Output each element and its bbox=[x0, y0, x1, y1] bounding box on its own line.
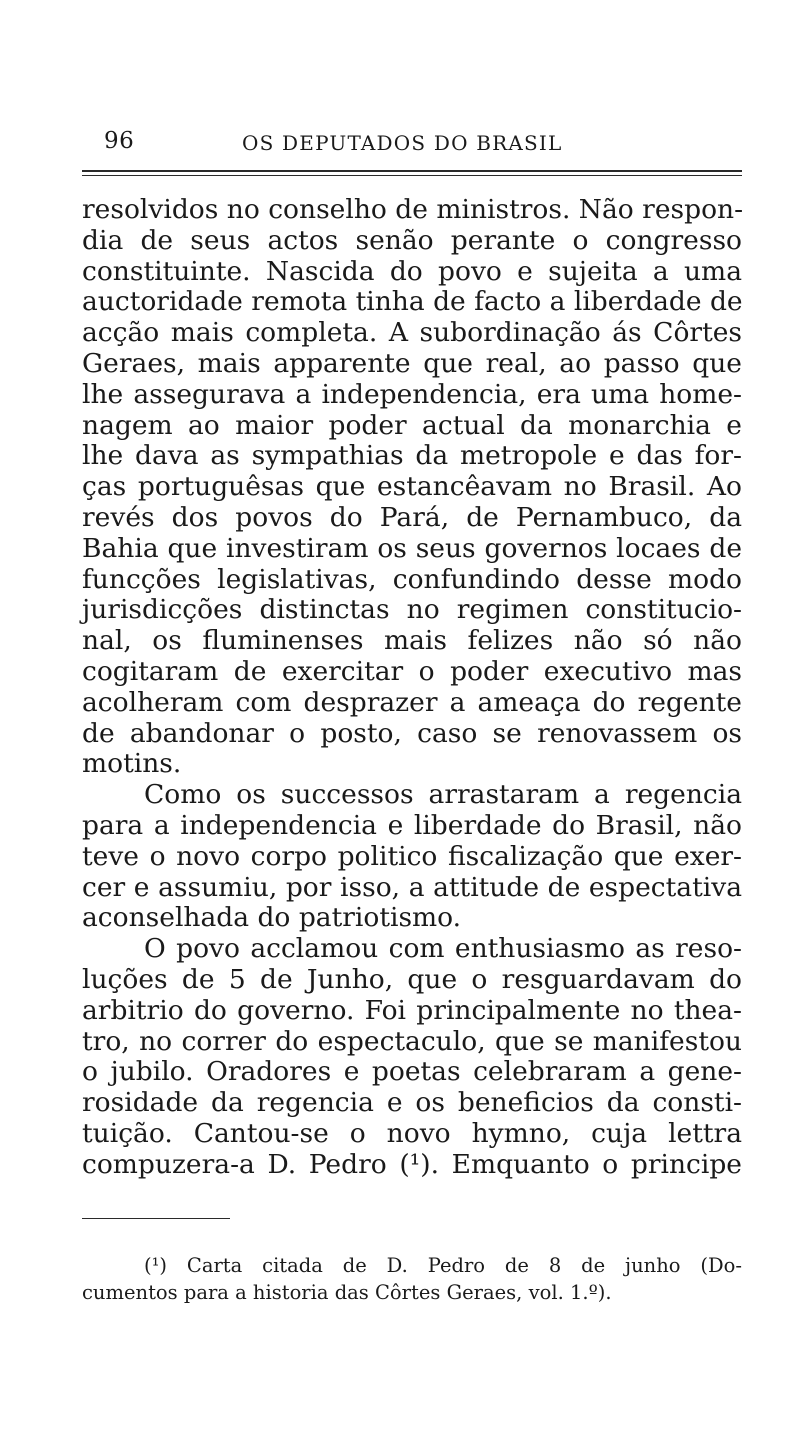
text-line: Bahia que investiram os seus governos locaes de bbox=[82, 532, 742, 564]
text-line: aconselhada do patriotismo. bbox=[82, 902, 462, 934]
header-rule-thin bbox=[82, 175, 742, 176]
text-line: nagem ao maior poder actual da monarchia e bbox=[82, 409, 742, 441]
text-line: tuição. Cantou-se o novo hymno, cuja lettra bbox=[82, 1117, 742, 1149]
text-line: Geraes, mais apparente que real, ao passo que bbox=[82, 347, 742, 379]
footnote-line: cumentos para a historia das Côrtes Geraes, vol. 1.º). bbox=[82, 1281, 612, 1304]
text-line: compuzera-a D. Pedro (¹). Emquanto o principe bbox=[82, 1148, 742, 1180]
running-title: OS DEPUTADOS DO BRASIL bbox=[242, 131, 563, 155]
text-line: ças portuguêsas que estancêavam no Brasil. Ao bbox=[82, 471, 742, 503]
text-line: revés dos povos do Pará, de Pernambuco, da bbox=[82, 501, 742, 533]
text-line: acolheram com desprazer a ameaça do regente bbox=[82, 686, 742, 718]
text-line: constituinte. Nascida do povo e sujeita a uma bbox=[82, 255, 742, 287]
text-line: jurisdicções distinctas no regimen constitucio- bbox=[82, 594, 742, 626]
text-line: para a independencia e liberdade do Brasil, não bbox=[82, 809, 742, 841]
footnote-line: (¹) Carta citada de D. Pedro de 8 de junho (Do- bbox=[144, 1254, 742, 1277]
text-line: arbitrio do governo. Foi principalmente no thea- bbox=[82, 994, 742, 1026]
text-line: motins. bbox=[82, 748, 182, 780]
text-line: funcções legislativas, confundindo desse modo bbox=[82, 563, 742, 595]
text-line: tro, no correr do espectaculo, que se manifestou bbox=[82, 1025, 742, 1057]
text-line: O povo acclamou com enthusiasmo as reso- bbox=[144, 933, 742, 965]
text-line: Como os successos arrastaram a regencia bbox=[144, 779, 742, 811]
footnote bbox=[82, 1252, 742, 1306]
header-rule-thick bbox=[82, 170, 742, 172]
footnote-rule bbox=[82, 1218, 230, 1219]
text-line: resolvidos no conselho de ministros. Não respon- bbox=[82, 194, 744, 225]
text-line: luções de 5 de Junho, que o resguardavam do bbox=[82, 963, 742, 995]
text-line: teve o novo corpo politico fiscalização que exer- bbox=[82, 840, 742, 872]
page-number: 96 bbox=[104, 128, 135, 154]
text-line: o jubilo. Oradores e poetas celebraram a gene- bbox=[82, 1056, 742, 1088]
text-line: acção mais completa. A subordinação ás Côrtes bbox=[82, 317, 742, 349]
text-line: lhe dava as sympathias da metropole e das for- bbox=[82, 440, 742, 472]
body-text bbox=[82, 195, 742, 1181]
text-line: dia de seus actos senão perante o congresso bbox=[82, 224, 742, 256]
text-line: de abandonar o posto, caso se renovassem os bbox=[82, 717, 742, 749]
text-line: cogitaram de exercitar o poder executivo mas bbox=[82, 655, 742, 687]
text-line: rosidade da regencia e os beneficios da consti- bbox=[82, 1087, 742, 1119]
text-line: auctoridade remota tinha de facto a liberdade de bbox=[82, 286, 743, 318]
text-line: nal, os fluminenses mais felizes não só não bbox=[82, 625, 742, 657]
text-line: cer e assumiu, por isso, a attitude de espectativa bbox=[82, 871, 742, 903]
page-header bbox=[82, 128, 742, 164]
text-line: lhe assegurava a independencia, era uma home- bbox=[82, 378, 742, 410]
